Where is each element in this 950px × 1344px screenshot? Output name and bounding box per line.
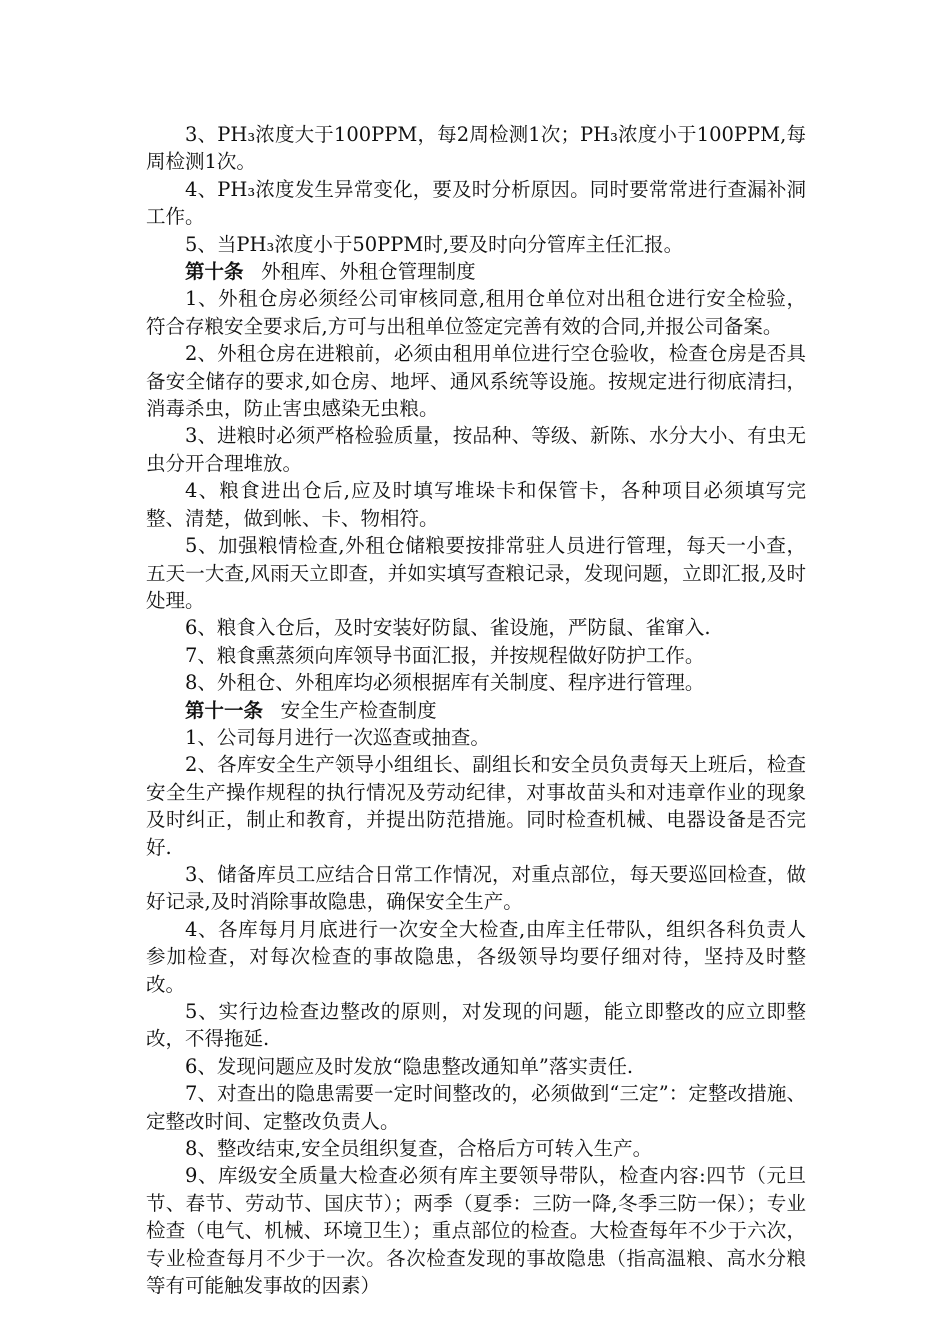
paragraph: 3、进粮时必须严格检验质量，按品种、等级、新陈、水分大小、有虫无虫分开合理堆放。 (146, 424, 806, 475)
paragraph: 4、粮食进出仓后,应及时填写堆垛卡和保管卡，各种项目必须填写完整、清楚，做到帐、卡、物相符。 (146, 479, 806, 530)
paragraph: 8、外租仓、外租库均必须根据库有关制度、程序进行管理。 (185, 671, 705, 695)
section-title: 安全生产检查制度 (280, 698, 437, 722)
paragraph: 1、外租仓房必须经公司审核同意,租用仓单位对出租仓进行安全检验，符合存粮安全要求后,方可与出租单位签定完善有效的合同,并报公司备案。 (146, 287, 806, 338)
paragraph: 6、发现问题应及时发放“隐患整改通知单”落实责任. (185, 1054, 634, 1078)
paragraph: 5、实行边检查边整改的原则，对发现的问题，能立即整改的应立即整改，不得拖延. (146, 1000, 806, 1051)
paragraph: 2、各库安全生产领导小组组长、副组长和安全员负责每天上班后，检查安全生产操作规程的执行情况及劳动纪律，对事故苗头和对违章作业的现象及时纠正，制止和教育，并提出防范措施。同时检查机械、电器设备是否完好. (146, 753, 806, 859)
paragraph: 4、各库每月月底进行一次安全大检查,由库主任带队，组织各科负责人参加检查，对每次检查的事故隐患，各级领导均要仔细对待，坚持及时整改。 (146, 917, 806, 996)
section-number: 第十条 (185, 260, 244, 284)
paragraph: 4、PH₃浓度发生异常变化，要及时分析原因。同时要常常进行查漏补洞工作。 (146, 177, 806, 229)
paragraph: 2、外租仓房在进粮前，必须由租用单位进行空仓验收，检查仓房是否具备安全储存的要求,如仓房、地坪、通风系统等设施。按规定进行彻底清扫，消毒杀虫，防止害虫感染无虫粮。 (146, 342, 806, 421)
paragraph: 3、PH₃浓度大于100PPM，每2周检测1次；PH₃浓度小于100PPM,每周检测1次。 (146, 123, 806, 174)
section-heading (146, 697, 806, 724)
paragraph: 5、当PH₃浓度小于50PPM时,要及时向分管库主任汇报。 (185, 232, 684, 256)
section-number: 第十一条 (185, 698, 264, 722)
paragraph: 9、库级安全质量大检查必须有库主要领导带队，检查内容:四节（元旦节、春节、劳动节、国庆节）；两季（夏季：三防一降,冬季三防一保）；专业检查（电气、机械、环境卫生）；重点部位的检查。大检查每年不少于六次，专业检查每月不少于一次。各次检查发现的事故隐患（指高温粮、高水分粮等有可能触发事故的因素） (146, 1164, 806, 1298)
paragraph: 6、粮食入仓后，及时安装好防鼠、雀设施，严防鼠、雀窜入. (185, 616, 711, 640)
paragraph: 3、储备库员工应结合日常工作情况，对重点部位，每天要巡回检查，做好记录,及时消除事故隐患，确保安全生产。 (146, 862, 806, 914)
paragraph: 5、加强粮情检查,外租仓储粮要按排常驻人员进行管理，每天一小查，五天一大查,风雨天立即查，并如实填写查粮记录，发现问题，立即汇报,及时处理。 (146, 534, 806, 612)
paragraph: 1、公司每月进行一次巡查或抽查。 (185, 725, 490, 749)
paragraph: 7、对查出的隐患需要一定时间整改的，必须做到“三定”：定整改措施、定整改时间、定整改负责人。 (146, 1082, 806, 1133)
section-title: 外租库、外租仓管理制度 (261, 260, 476, 284)
paragraph: 7、粮食熏蒸须向库领导书面汇报，并按规程做好防护工作。 (185, 643, 705, 667)
paragraph: 8、整改结束,安全员组织复查，合格后方可转入生产。 (185, 1137, 653, 1161)
section-heading (146, 258, 806, 285)
document-page (146, 121, 806, 1299)
